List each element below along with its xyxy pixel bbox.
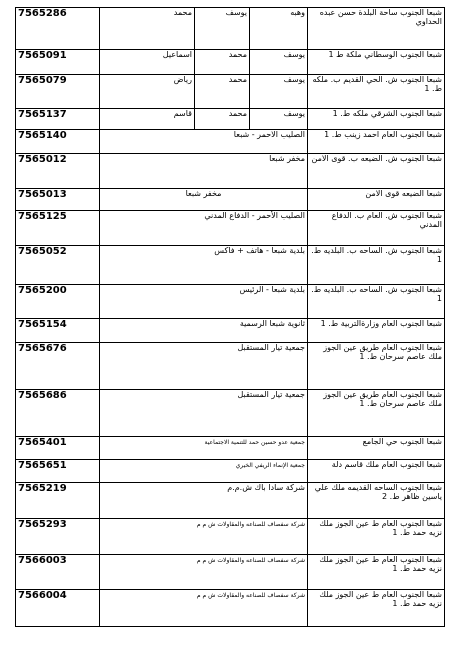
address-cell: شبعا الجنوب العام ملك قاسم دلة — [308, 460, 445, 483]
directory-body — [16, 8, 445, 627]
subscriber-name-cell: بلدية شبعا - هاتف + فاكس — [100, 246, 308, 285]
father-name-cell: اسماعيل — [100, 50, 195, 75]
subscriber-name-cell: ثانوية شبعا الرسمية — [100, 319, 308, 343]
address-cell: شبعا الجنوب العام طريق عين الجوز ملك عاصم سرحان ط. 1 — [308, 390, 445, 437]
father-name-cell: رياض — [100, 75, 195, 109]
address-cell: شبعا الجنوب الساحه القديمه ملك علي ياسين ظاهر ط. 2 — [308, 483, 445, 519]
phone-number-cell: 7566003 — [16, 555, 100, 590]
table-row — [16, 211, 445, 246]
table-row — [16, 483, 445, 519]
first-name-cell: محمد — [195, 109, 250, 130]
family-name-cell: يوسف — [250, 75, 308, 109]
table-row — [16, 555, 445, 590]
subscriber-name-cell: شركة سفصاف للصناعه والمقاولات ش م م — [100, 555, 308, 590]
table-row — [16, 246, 445, 285]
subscriber-name-cell: جمعية تيار المستقبل — [100, 390, 308, 437]
phone-number-cell: 7565293 — [16, 519, 100, 555]
address-cell: شبعا الجنوب العام احمد زينب ط. 1 — [308, 130, 445, 154]
table-row — [16, 154, 445, 189]
address-cell: شبعا الجنوب ش. الحي القديم ب. ملكه ط. 1 — [308, 75, 445, 109]
address-cell: شبعا الجنوب الشرقي ملكه ط. 1 — [308, 109, 445, 130]
phone-number-cell: 7565091 — [16, 50, 100, 75]
phone-number-cell: 7565052 — [16, 246, 100, 285]
phone-number-cell: 7565013 — [16, 189, 100, 211]
phone-number-cell: 7565401 — [16, 437, 100, 460]
table-row — [16, 109, 445, 130]
first-name-cell: محمد — [195, 75, 250, 109]
table-row — [16, 343, 445, 390]
table-row — [16, 50, 445, 75]
table-row — [16, 390, 445, 437]
family-name-cell: وهبه — [250, 8, 308, 50]
phone-directory-table — [15, 7, 445, 627]
subscriber-name-cell: الصليب الأحمر - الدفاع المدني — [100, 211, 308, 246]
address-cell: شبعا الجنوب العام ط عين الجوز ملك نزيه حمد ط. 1 — [308, 555, 445, 590]
address-cell: شبعا الجنوب حي الجامع — [308, 437, 445, 460]
table-row — [16, 75, 445, 109]
address-cell: شبعا الجنوب العام وزارةالتربية ط. 1 — [308, 319, 445, 343]
table-row — [16, 460, 445, 483]
phone-number-cell: 7565012 — [16, 154, 100, 189]
first-name-cell: محمد — [195, 50, 250, 75]
phone-number-cell: 7565686 — [16, 390, 100, 437]
subscriber-name-cell: جمعية عدو حسين حمد للتنمية الاجتماعية — [100, 437, 308, 460]
table-row — [16, 130, 445, 154]
address-cell: شبعا الجنوب ش. العام ب. الدفاع المدني — [308, 211, 445, 246]
table-row — [16, 519, 445, 555]
subscriber-name-cell: شركة سفصاف للصناعه والمقاولات ش م م — [100, 590, 308, 627]
table-row — [16, 8, 445, 50]
phone-number-cell: 7565676 — [16, 343, 100, 390]
phone-number-cell: 7565651 — [16, 460, 100, 483]
first-name-cell: يوسف — [195, 8, 250, 50]
phone-number-cell: 7565125 — [16, 211, 100, 246]
phone-number-cell: 7565140 — [16, 130, 100, 154]
phone-number-cell: 7565219 — [16, 483, 100, 519]
subscriber-name-cell: شركة سفصاف للصناعه والمقاولات ش م م — [100, 519, 308, 555]
subscriber-name-cell: بلدية شبعا - الرئيس — [100, 285, 308, 319]
subscriber-name-cell: جمعية الإنماء الريفي الخيري — [100, 460, 308, 483]
address-cell: شبعا الجنوب ش. الساحه ب. البلديه ط. 1 — [308, 285, 445, 319]
father-name-cell: محمد — [100, 8, 195, 50]
phone-number-cell: 7565079 — [16, 75, 100, 109]
subscriber-name-cell: الصليب الاحمر - شبعا — [100, 130, 308, 154]
phone-number-cell: 7565200 — [16, 285, 100, 319]
subscriber-name-cell: مخفر شبعا — [100, 154, 308, 189]
subscriber-name-cell: جمعية تيار المستقبل — [100, 343, 308, 390]
address-cell: شبعا الجنوب العام طريق عين الجوز ملك عاصم سرحان ط. 1 — [308, 343, 445, 390]
phone-number-cell: 7566004 — [16, 590, 100, 627]
address-cell: شبعا الجنوب ش. الضيعه ب. قوى الامن — [308, 154, 445, 189]
phone-number-cell: 7565286 — [16, 8, 100, 50]
table-row — [16, 285, 445, 319]
subscriber-name-cell: شركة سادا باك ش.م.م — [100, 483, 308, 519]
family-name-cell: يوسف — [250, 50, 308, 75]
table-row — [16, 319, 445, 343]
address-cell: شبعا الضيعه قوى الامن — [308, 189, 445, 211]
address-cell: شبعا الجنوب العام ط عين الجوز ملك نزيه حمد ط. 1 — [308, 590, 445, 627]
table-row — [16, 189, 445, 211]
subscriber-name-cell: مخفر شبعا — [100, 189, 308, 211]
phone-number-cell: 7565137 — [16, 109, 100, 130]
address-cell: شبعا الجنوب ساحة البلدة حسن عبده الحداوي — [308, 8, 445, 50]
phone-number-cell: 7565154 — [16, 319, 100, 343]
family-name-cell: يوسف — [250, 109, 308, 130]
address-cell: شبعا الجنوب الوسطاني ملكة ط 1 — [308, 50, 445, 75]
table-row — [16, 590, 445, 627]
address-cell: شبعا الجنوب ش. الساحه ب. البلديه ط. 1 — [308, 246, 445, 285]
table-row — [16, 437, 445, 460]
address-cell: شبعا الجنوب العام ط عين الجوز ملك نزيه حمد ط. 1 — [308, 519, 445, 555]
father-name-cell: قاسم — [100, 109, 195, 130]
